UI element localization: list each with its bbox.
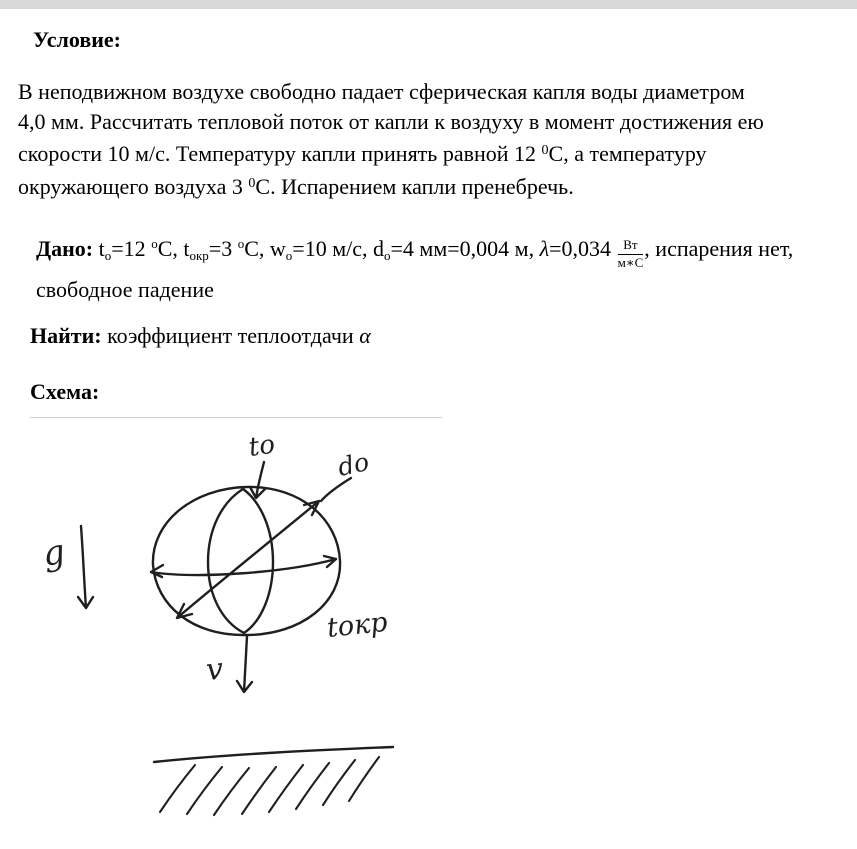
given-text: , (644, 236, 650, 261)
problem-part: С, а температуру окружающего воздуха 3 (18, 141, 707, 199)
find-line (30, 323, 839, 349)
ground-line (154, 747, 393, 762)
given-text: =12 (111, 236, 152, 261)
drop-meridian (208, 489, 273, 633)
drop-equator (151, 556, 336, 577)
gravity-label: g (39, 531, 68, 575)
alpha-symbol: α (359, 323, 371, 348)
degree-superscript: о (237, 236, 245, 251)
temp-drop-arrow (250, 462, 265, 498)
problem-text (18, 77, 770, 201)
subscript: о (285, 248, 293, 263)
temp-ambient-label: tокр (325, 606, 389, 644)
top-border-strip (0, 0, 857, 9)
fraction (618, 238, 644, 271)
scheme-heading: Схема: (30, 379, 100, 404)
given-text: t (93, 236, 105, 261)
fraction-numerator: Вт (618, 238, 644, 255)
problem-part: С. Испарением капли пренебречь. (255, 173, 574, 199)
hand-drawn-diagram (30, 422, 442, 844)
lambda-symbol: λ (539, 236, 550, 261)
degree-superscript: 0 (248, 175, 256, 191)
given-text: =0,034 (549, 236, 617, 261)
given-text: =3 (208, 236, 238, 261)
subscript: окр (189, 248, 209, 263)
subscript: о (384, 248, 391, 263)
given-line (36, 227, 838, 307)
given-text: С, t (157, 236, 190, 261)
scheme-sketch (30, 417, 442, 849)
fraction-denominator: м∗С (617, 255, 644, 270)
degree-superscript: о (151, 236, 158, 251)
diameter-label: dо (335, 447, 372, 482)
given-label: Дано: (36, 236, 94, 261)
gravity-arrow (78, 526, 93, 608)
given-text: С, w (244, 236, 286, 261)
velocity-label: v (204, 651, 225, 688)
find-text: коэффициент теплоотдачи (101, 323, 360, 348)
given-text: =10 м/с, d (292, 236, 385, 261)
problem-part: В неподвижном воздухе свободно падает сферическая капля воды диаметром 4,0 мм. Рассчитать тепловой поток от капли к воздуху в момент достижения ею скорости 10 м/с. Температуру капли принять равной 12 (18, 79, 764, 166)
given-text: испарения нет, свободное падение (36, 236, 794, 302)
temp-drop-label: tо (246, 429, 277, 463)
document-page (0, 9, 857, 849)
diameter-arrow (177, 501, 319, 618)
ground-hatching (160, 757, 379, 815)
find-label: Найти: (30, 323, 102, 348)
subscript: о (104, 248, 112, 263)
condition-heading: Условие: (33, 27, 121, 52)
diameter-pointer-line (321, 478, 351, 501)
degree-superscript: 0 (541, 143, 549, 158)
velocity-arrow (237, 636, 252, 692)
given-text: =4 мм=0,004 м, (390, 236, 540, 261)
